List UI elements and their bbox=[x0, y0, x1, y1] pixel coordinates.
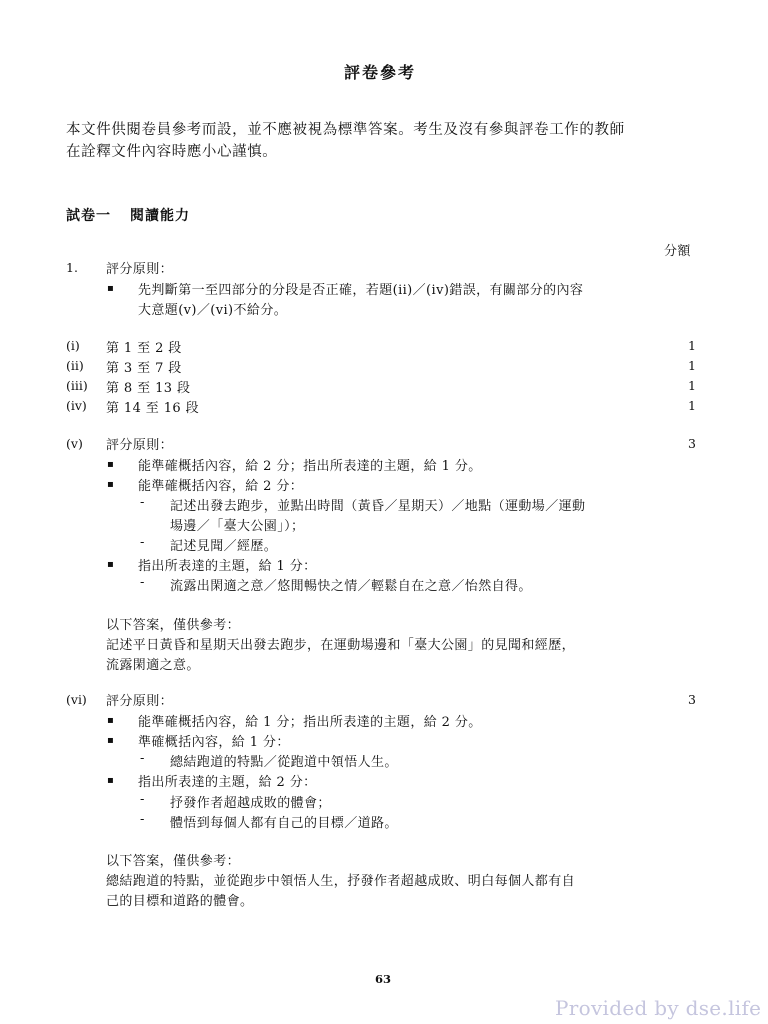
part-i-label: (i) bbox=[66, 338, 80, 353]
part-ii-mark: 1 bbox=[688, 358, 696, 373]
watermark: Provided by dse.life bbox=[555, 996, 762, 1020]
part-vi-reference-line-2: 己的目標和道路的體會。 bbox=[106, 894, 254, 909]
part-vi-bullet-3: 指出所表達的主題，給 2 分： bbox=[138, 775, 317, 790]
part-iii-text: 第 8 至 13 段 bbox=[106, 381, 191, 396]
part-v-sub-2a-line-2: 場邊／「臺大公園」）； bbox=[170, 519, 305, 534]
paper-name: 閱讀能力 bbox=[130, 208, 190, 224]
part-v-bullet-1: 能準確概括內容，給 2 分；指出所表達的主題，給 1 分。 bbox=[138, 459, 482, 474]
part-v-reference-line-1: 記述平日黃昏和星期天出發去跑步，在運動場邊和「臺大公園」的見聞和經歷， bbox=[106, 638, 576, 653]
part-i-text: 第 1 至 2 段 bbox=[106, 341, 182, 356]
bullet-icon: ▪ bbox=[107, 715, 114, 726]
q1-principle-text-1: 先判斷第一至四部分的分段是否正確，若題(ii)／(iv)錯誤，有關部分的內容 bbox=[138, 283, 584, 298]
part-vi-reference-line-1: 總結跑道的特點，並從跑步中領悟人生，抒發作者超越成敗、明白每個人都有自 bbox=[106, 874, 576, 889]
page-title: 評卷參考 bbox=[344, 63, 417, 82]
part-iii-mark: 1 bbox=[688, 378, 696, 393]
part-vi-sub-2a: 總結跑道的特點／從跑道中領悟人生。 bbox=[170, 755, 398, 770]
part-i-mark: 1 bbox=[688, 338, 696, 353]
part-v-bullet-2: 能準確概括內容，給 2 分： bbox=[138, 479, 304, 494]
part-vi-sub-3a: 抒發作者超越成敗的體會； bbox=[170, 796, 331, 811]
part-ii-text: 第 3 至 7 段 bbox=[106, 361, 182, 376]
marks-header: 分額 bbox=[664, 244, 691, 259]
bullet-icon: ▪ bbox=[107, 735, 114, 746]
part-vi-sub-3b: 體悟到每個人都有自己的目標／道路。 bbox=[170, 816, 398, 831]
dash-icon: - bbox=[140, 792, 145, 807]
part-vi-reference-heading: 以下答案，僅供參考： bbox=[106, 854, 241, 869]
part-v-mark: 3 bbox=[688, 436, 696, 451]
bullet-icon: ▪ bbox=[107, 459, 114, 470]
part-vi-label: (vi) bbox=[66, 692, 87, 707]
part-v-sub-2b: 記述見聞／經歷。 bbox=[170, 539, 278, 554]
dash-icon: - bbox=[140, 575, 145, 590]
dash-icon: - bbox=[140, 751, 145, 766]
dash-icon: - bbox=[140, 495, 145, 510]
intro-line-1: 本文件供閱卷員參考而設，並不應被視為標準答案。考生及沒有參與評卷工作的教師 bbox=[66, 122, 625, 138]
part-ii-label: (ii) bbox=[66, 358, 84, 373]
part-v-sub-2a-line-1: 記述出發去跑步，並點出時間（黃昏／星期天）／地點（運動場／運動 bbox=[170, 499, 586, 514]
part-iv-label: (iv) bbox=[66, 398, 87, 413]
dash-icon: - bbox=[140, 812, 145, 827]
question-number: 1. bbox=[66, 260, 78, 275]
q1-principle-label: 評分原則： bbox=[106, 262, 174, 277]
part-v-reference-line-2: 流露閑適之意。 bbox=[106, 658, 200, 673]
intro-line-2: 在詮釋文件內容時應小心謹慎。 bbox=[66, 144, 278, 160]
part-iv-mark: 1 bbox=[688, 398, 696, 413]
bullet-icon: ▪ bbox=[107, 479, 114, 490]
q1-principle-text-2: 大意題(v)／(vi)不給分。 bbox=[138, 303, 288, 318]
bullet-icon: ▪ bbox=[107, 283, 114, 294]
part-vi-bullet-1: 能準確概括內容，給 1 分；指出所表達的主題，給 2 分。 bbox=[138, 715, 482, 730]
part-iii-label: (iii) bbox=[66, 378, 88, 393]
part-iv-text: 第 14 至 16 段 bbox=[106, 401, 200, 416]
part-v-reference-heading: 以下答案，僅供參考： bbox=[106, 618, 241, 633]
part-v-bullet-3: 指出所表達的主題，給 1 分： bbox=[138, 559, 317, 574]
part-v-principle-label: 評分原則： bbox=[106, 438, 174, 453]
part-vi-principle-label: 評分原則： bbox=[106, 694, 174, 709]
part-v-label: (v) bbox=[66, 436, 83, 451]
bullet-icon: ▪ bbox=[107, 775, 114, 786]
part-vi-bullet-2: 準確概括內容，給 1 分： bbox=[138, 735, 290, 750]
page-number: 63 bbox=[375, 972, 392, 986]
bullet-icon: ▪ bbox=[107, 559, 114, 570]
part-v-sub-3a: 流露出閑適之意／悠閒暢快之情／輕鬆自在之意／怡然自得。 bbox=[170, 579, 532, 594]
part-vi-mark: 3 bbox=[688, 692, 696, 707]
dash-icon: - bbox=[140, 535, 145, 550]
paper-label: 試卷一 bbox=[66, 208, 111, 224]
